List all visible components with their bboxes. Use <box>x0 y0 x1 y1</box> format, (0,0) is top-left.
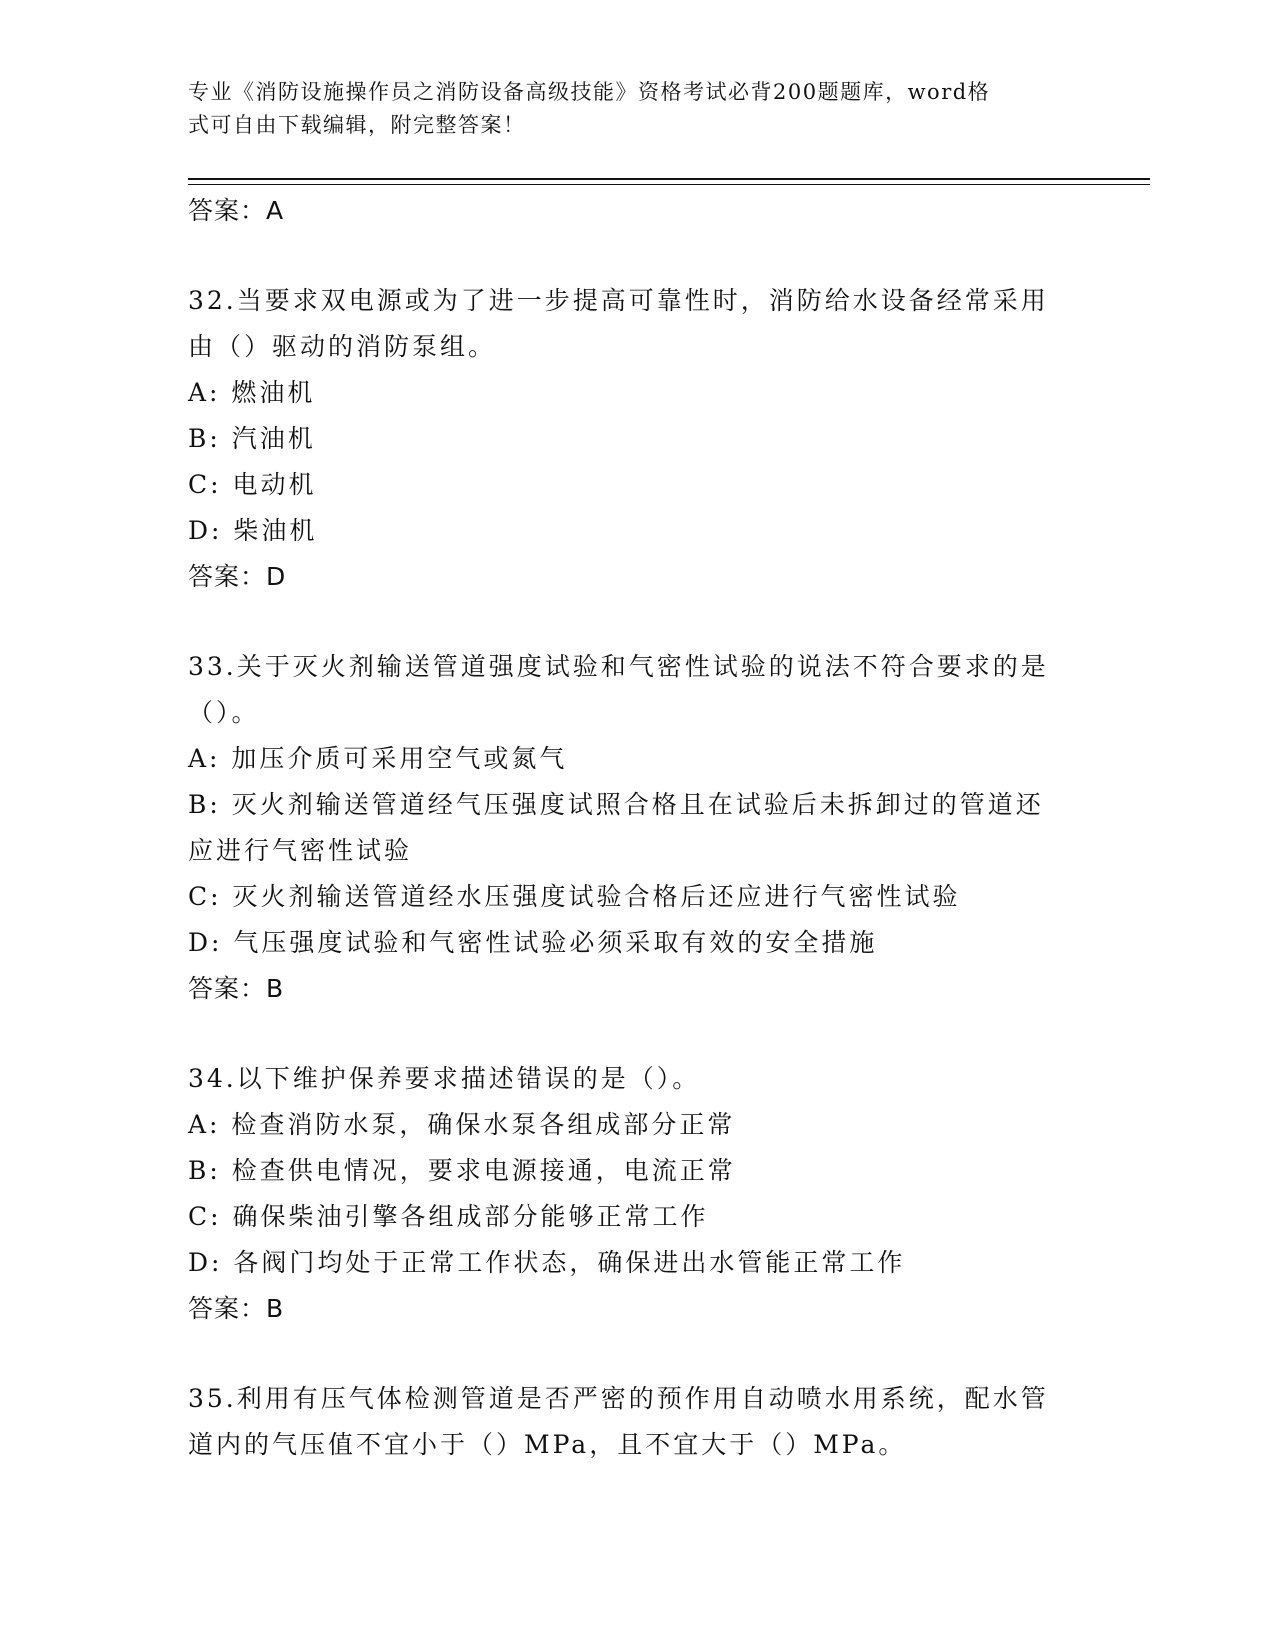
spacer <box>188 600 1088 644</box>
previous-answer: 答案：A <box>188 196 285 225</box>
option-a: A: 加压介质可采用空气或氮气 <box>188 744 568 773</box>
question-34 <box>188 1056 1088 1332</box>
option-b: B: 检查供电情况，要求电源接通，电流正常 <box>188 1156 736 1185</box>
option-c: C: 确保柴油引擎各组成部分能够正常工作 <box>188 1202 709 1231</box>
option-c: C: 灭火剂输送管道经水压强度试验合格后还应进行气密性试验 <box>188 882 961 911</box>
question-stem: 35.利用有压气体检测管道是否严密的预作用自动喷水用系统，配水管 <box>188 1384 1049 1413</box>
option-b: B: 灭火剂输送管道经气压强度试照合格且在试验后未拆卸过的管道还 <box>188 790 1044 819</box>
question-stem: 34.以下维护保养要求描述错误的是（）。 <box>188 1064 701 1093</box>
answer: 答案：B <box>188 1294 285 1323</box>
question-stem-continued: （）。 <box>188 698 260 727</box>
option-a: A: 检查消防水泵，确保水泵各组成部分正常 <box>188 1110 736 1139</box>
option-a: A: 燃油机 <box>188 378 316 407</box>
option-b: B: 汽油机 <box>188 424 316 453</box>
header-line-1: 专业《消防设施操作员之消防设备高级技能》资格考试必背200题题库，word格 <box>188 80 991 104</box>
spacer <box>188 234 1088 278</box>
option-d: D: 柴油机 <box>188 516 318 545</box>
answer: 答案：B <box>188 974 285 1003</box>
spacer <box>188 1332 1088 1376</box>
question-stem-continued: 由（）驱动的消防泵组。 <box>188 332 497 361</box>
answer: 答案：D <box>188 562 287 591</box>
question-list <box>188 188 1088 1468</box>
option-d: D: 各阀门均处于正常工作状态，确保进出水管能正常工作 <box>188 1248 906 1277</box>
option-d: D: 气压强度试验和气密性试验必须采取有效的安全措施 <box>188 928 878 957</box>
question-stem: 32.当要求双电源或为了进一步提高可靠性时，消防给水设备经常采用 <box>188 286 1049 315</box>
option-c: C: 电动机 <box>188 470 317 499</box>
question-stem-continued: 道内的气压值不宜小于（）MPa，且不宜大于（）MPa。 <box>188 1430 907 1459</box>
document-header <box>188 76 1068 142</box>
question-35 <box>188 1376 1088 1468</box>
question-stem: 33.关于灭火剂输送管道强度试验和气密性试验的说法不符合要求的是 <box>188 652 1049 681</box>
header-divider-thick <box>188 178 1150 180</box>
question-33 <box>188 644 1088 1012</box>
question-32 <box>188 278 1088 600</box>
spacer <box>188 1012 1088 1056</box>
option-b-continued: 应进行气密性试验 <box>188 836 413 865</box>
header-divider-thin <box>188 184 1150 185</box>
header-line-2: 式可自由下载编辑，附完整答案！ <box>188 113 526 137</box>
